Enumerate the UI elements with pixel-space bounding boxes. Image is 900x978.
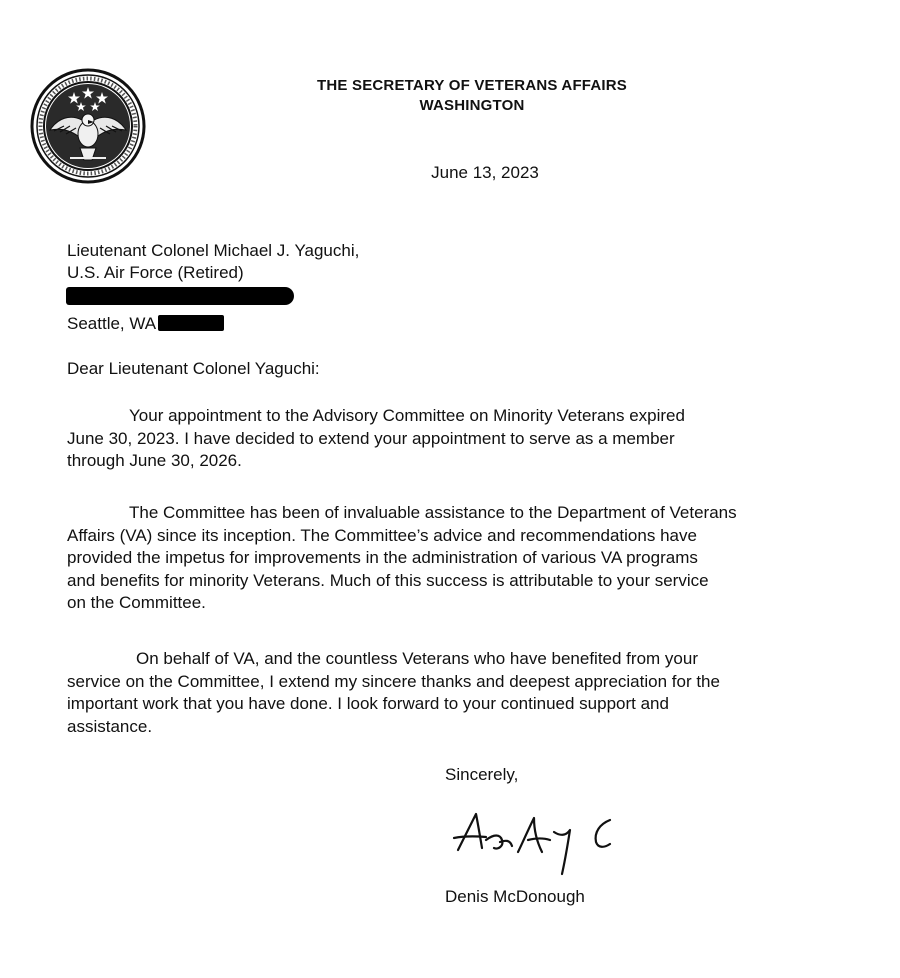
- paragraph-line: on the Committee.: [67, 593, 206, 612]
- recipient-service: U.S. Air Force (Retired): [67, 263, 244, 282]
- salutation: Dear Lieutenant Colonel Yaguchi:: [67, 359, 320, 378]
- paragraph-line: through June 30, 2026.: [67, 451, 242, 470]
- letter-date: June 13, 2023: [431, 163, 539, 182]
- letterhead-title: THE SECRETARY OF VETERANS AFFAIRS: [317, 77, 627, 94]
- paragraph-line: June 30, 2023. I have decided to extend your appointment to serve as a member: [67, 428, 675, 448]
- paragraph-1: [67, 405, 897, 473]
- department-of-veterans-affairs-seal-icon: [30, 68, 146, 184]
- closing: Sincerely,: [445, 765, 519, 784]
- paragraph-line: provided the impetus for improvements in the administration of various VA programs: [67, 548, 698, 567]
- paragraph-line: assistance.: [67, 716, 153, 736]
- paragraph-line: service on the Committee, I extend my sincere thanks and deepest appreciation for the: [67, 671, 720, 691]
- paragraph-3: [67, 648, 897, 738]
- letterhead-location: WASHINGTON: [419, 97, 525, 114]
- redacted-zip-code: [158, 315, 224, 331]
- paragraph-line: important work that you have done. I look forward to your continued support and: [67, 694, 669, 713]
- paragraph-line: and benefits for minority Veterans. Much of this success is attributable to your service: [67, 570, 709, 590]
- handwritten-signature-icon: [450, 800, 640, 885]
- paragraph-line: Your appointment to the Advisory Committee on Minority Veterans expired: [129, 406, 685, 425]
- recipient-city-line: [67, 313, 224, 335]
- signer-name: Denis McDonough: [445, 887, 585, 906]
- recipient-name: Lieutenant Colonel Michael J. Yaguchi,: [67, 241, 360, 260]
- paragraph-line: Affairs (VA) since its inception. The Committee’s advice and recommendations have: [67, 525, 697, 545]
- paragraph-line: On behalf of VA, and the countless Veterans who have benefited from your: [136, 649, 698, 668]
- paragraph-line: The Committee has been of invaluable assistance to the Department of Veterans: [129, 503, 737, 522]
- paragraph-2: [67, 502, 897, 615]
- redacted-street-address: [66, 287, 294, 305]
- recipient-city: Seattle, WA: [67, 314, 157, 333]
